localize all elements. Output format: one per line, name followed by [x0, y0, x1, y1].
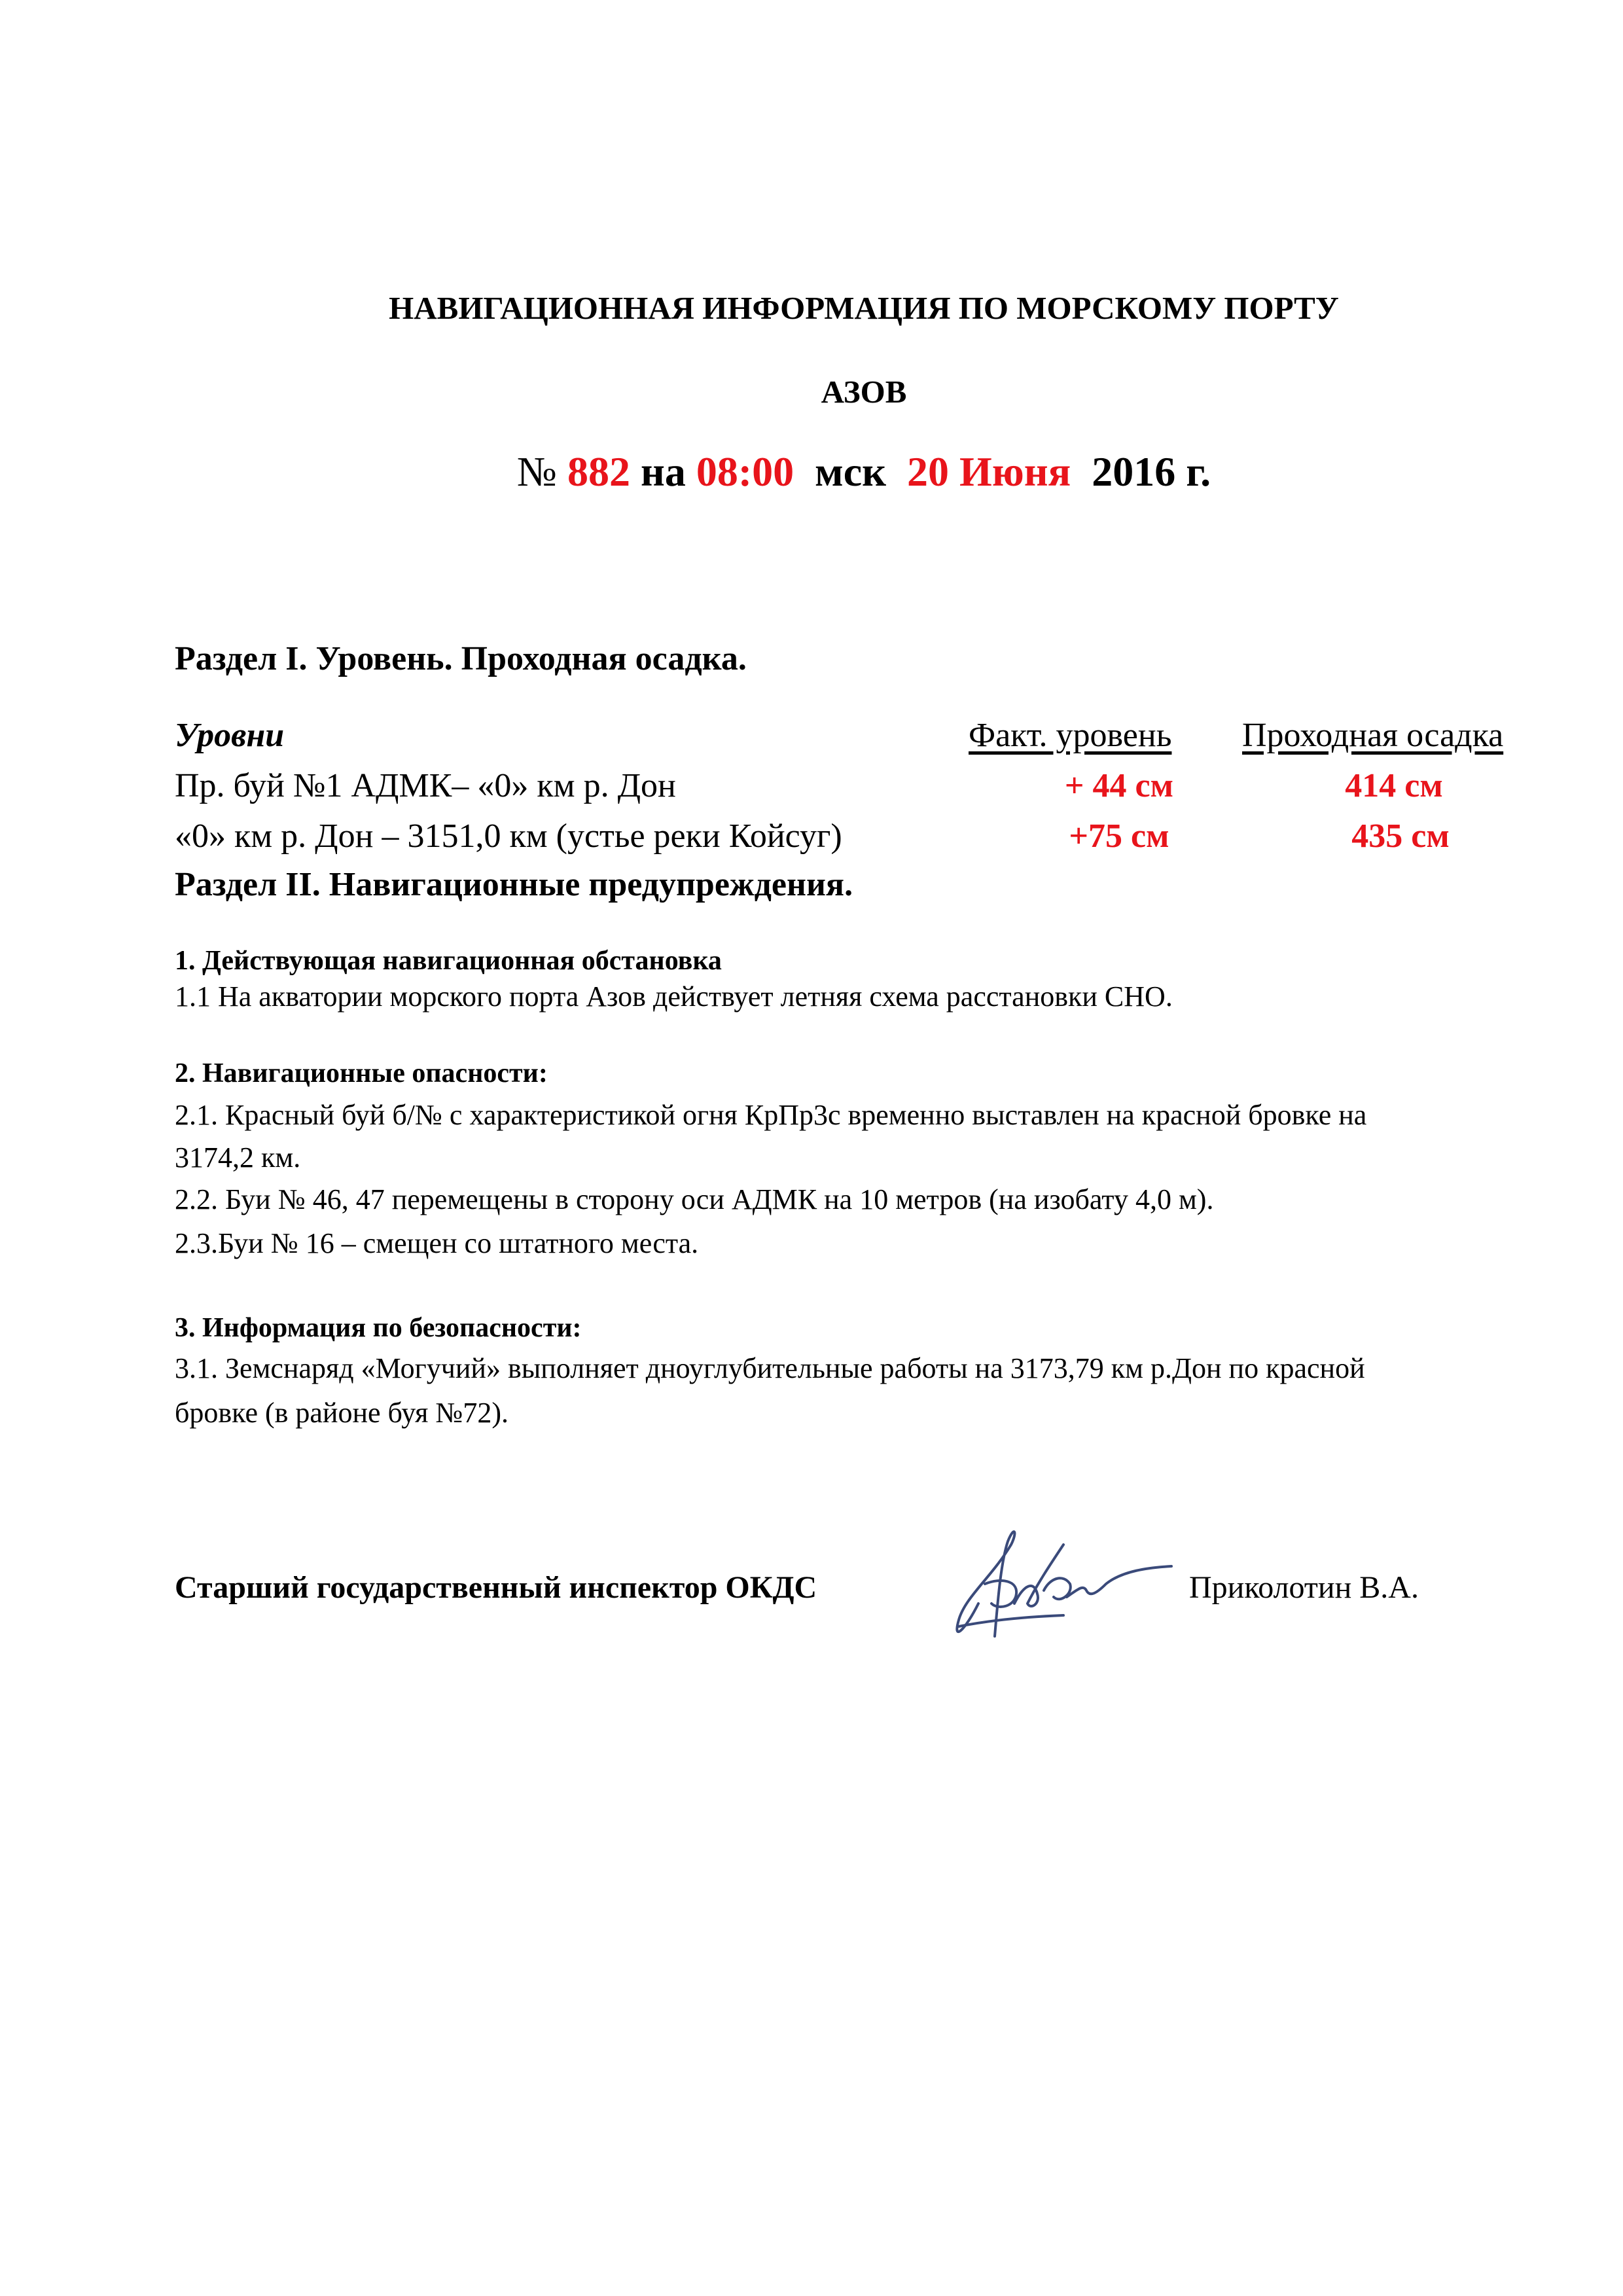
block-heading: 3. Информация по безопасности:	[175, 1313, 582, 1343]
level-row-fact-level: +75 см	[1069, 817, 1169, 855]
issue-time: 08:00	[696, 448, 794, 495]
number-sign: №	[516, 448, 557, 495]
section2-title: Раздел II. Навигационные предупреждения.	[175, 866, 853, 903]
signatory-name: Приколотин В.А.	[1189, 1570, 1419, 1605]
issue-number: 882	[567, 448, 630, 495]
block-line: бровке (в районе буя №72).	[175, 1397, 509, 1429]
port-name: АЗОВ	[821, 374, 907, 410]
block-line: 2.3.Буи № 16 – смещен со штатного места.	[175, 1227, 699, 1259]
block-line: 3.1. Земснаряд «Могучий» выполняет дноуглубительные работы на 3173,79 км р.Дон по красной	[175, 1352, 1365, 1384]
level-row-draft: 414 см	[1345, 767, 1443, 804]
block-line: 3174,2 км.	[175, 1141, 301, 1174]
block-heading: 1. Действующая навигационная обстановка	[175, 946, 722, 976]
signatory-role: Старший государственный инспектор ОКДС	[175, 1570, 817, 1605]
block-line: 1.1 На акватории морского порта Азов действует летняя схема расстановки СНО.	[175, 980, 1173, 1013]
document-title: НАВИГАЦИОННАЯ ИНФОРМАЦИЯ ПО МОРСКОМУ ПОРТУ	[389, 290, 1339, 326]
levels-label: Уровни	[175, 717, 285, 754]
level-row-segment: «0» км р. Дон – 3151,0 км (устье реки Койсуг)	[175, 817, 842, 855]
issue-year: 2016 г.	[1092, 448, 1211, 495]
block-line: 2.1. Красный буй б/№ с характеристикой огня КрПр3с временно выставлен на красной бровке на	[175, 1099, 1367, 1131]
level-row-draft: 435 см	[1351, 817, 1450, 855]
issue-line	[0, 448, 1623, 496]
level-row-fact-level: + 44 см	[1064, 767, 1174, 804]
issue-timezone: мск	[815, 448, 887, 495]
section1-title: Раздел I. Уровень. Проходная осадка.	[175, 640, 747, 677]
block-line: 2.2. Буи № 46, 47 перемещены в сторону оси АДМК на 10 метров (на изобату 4,0 м).	[175, 1183, 1214, 1215]
issue-date: 20 Июня	[907, 448, 1071, 495]
at-word: на	[640, 448, 686, 495]
level-row-segment: Пр. буй №1 АДМК– «0» км р. Дон	[175, 767, 676, 804]
draft-header: Проходная осадка	[1242, 717, 1504, 754]
block-heading: 2. Навигационные опасности:	[175, 1058, 548, 1088]
handwritten-signature	[939, 1505, 1175, 1656]
fact-level-header: Факт. уровень	[969, 717, 1172, 754]
